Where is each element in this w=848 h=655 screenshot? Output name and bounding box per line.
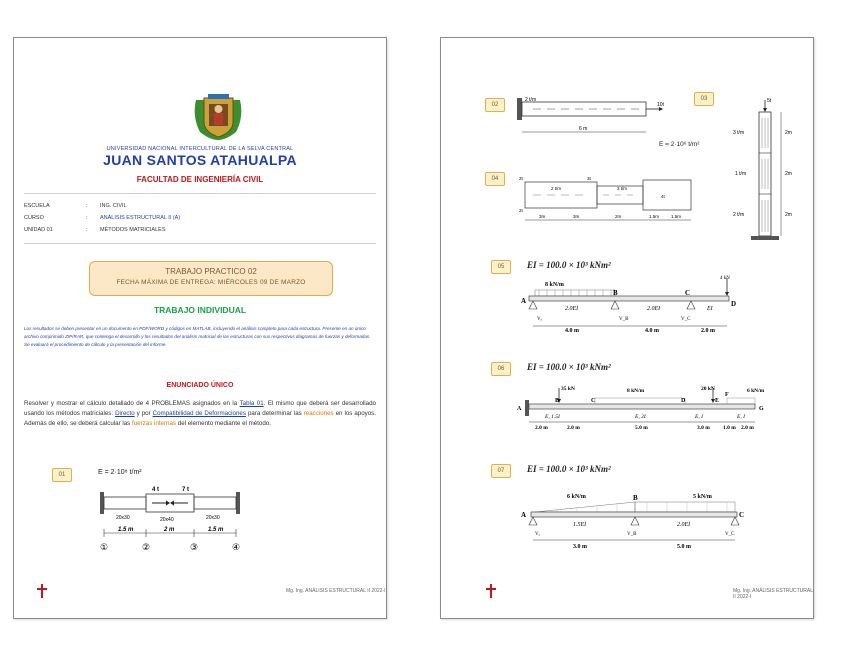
problem-03-height-3: 2m	[785, 212, 792, 218]
problem-02-load: 2 t/m	[525, 97, 537, 103]
statement-text: en los apoyos. Además de ello, se deberá calcular las	[24, 410, 376, 427]
problem-05-node-a: A	[521, 297, 527, 305]
divider	[24, 193, 376, 194]
reactions-highlight: reacciones	[303, 410, 334, 417]
problem-06-load-1: 35 kN	[561, 386, 575, 392]
bar-segment-1	[104, 497, 146, 509]
statement-body	[24, 399, 376, 429]
section-label-3: 20x30	[206, 515, 220, 521]
node-label-1: ①	[100, 543, 109, 553]
page2-modulus: E = 2·10⁶ t/m²	[659, 141, 700, 148]
problem-07-span-1: 3.0 m	[573, 544, 587, 550]
problem-06-span-6: 2.0 m	[741, 425, 754, 431]
problem-06-tag: 06	[491, 362, 511, 376]
practice-deadline: FECHA MÁXIMA DE ENTREGA: MIÉRCOLES 09 DE MARZO	[116, 279, 306, 286]
problem-05-reaction-b: V_B	[619, 317, 629, 322]
problem-01-tag: 01	[52, 468, 72, 482]
problem-02-span: 6 m	[579, 126, 588, 132]
problem-07-stiffness-2: 2.0EI	[677, 522, 691, 528]
problem-06-load-4: 6 kN/m	[747, 388, 765, 394]
problem-06-load-3: 20 kN	[701, 386, 715, 392]
document-page-2	[440, 37, 814, 619]
info-key-school: ESCUELA	[24, 203, 50, 209]
problem-07-tag: 07	[491, 464, 511, 478]
problem-06-span-4: 3.0 m	[697, 425, 710, 431]
span-label-2: 2 m	[164, 527, 175, 533]
problem-06-span-5: 1.0 m	[723, 425, 736, 431]
info-sep: :	[86, 227, 88, 233]
section-label-2: 20x40	[160, 517, 174, 523]
info-sep: :	[86, 215, 88, 221]
problem-01-modulus: E = 2·10⁸ t/m²	[98, 469, 142, 476]
bar-segment-3	[194, 497, 236, 509]
left-wall	[100, 492, 104, 514]
problem-06-stiffness-3: E, I	[695, 414, 703, 420]
problem-05-node-d: D	[731, 300, 737, 308]
problem-06-load-2: 8 kN/m	[627, 388, 645, 394]
problem-03-tag: 03	[694, 92, 714, 106]
statement-text: . El mismo que deberá ser desarrollado usando los métodos matriciales:	[24, 400, 376, 417]
info-sep: :	[86, 203, 88, 209]
practice-title-box	[89, 261, 333, 296]
faculty-title: FACULTAD DE INGENIERÍA CIVIL	[136, 175, 264, 184]
problem-04-load-2: 3 t/m	[617, 186, 628, 191]
problem-06-span-2: 2.0 m	[567, 425, 580, 431]
problem-05-stiffness-1: 2.0EI	[565, 306, 579, 312]
problem-06-node-g: G	[759, 406, 764, 412]
statement-text: y por	[134, 410, 153, 417]
node-label-4: ④	[232, 543, 241, 553]
problem-05-point-load: 4 kN	[720, 276, 730, 281]
footer-cross-icon	[485, 584, 497, 598]
problem-07-reaction-b: V_B	[627, 532, 637, 537]
problem-04-span-4: 1.5m	[649, 214, 660, 219]
footer-text: Mg. Ing. ANÁLISIS ESTRUCTURAL II 2022-I	[286, 588, 386, 594]
info-value-unit: MÉTODOS MATRICIALES	[100, 227, 166, 233]
problem-05-ei: EI = 100.0 × 10³ kNm²	[527, 260, 611, 270]
direct-method-link[interactable]: Directo	[115, 410, 135, 417]
problem-05-span-3: 2.0 m	[701, 328, 715, 334]
problem-04-support-1: 2t	[519, 176, 523, 181]
section-label-1: 20x30	[116, 515, 130, 521]
problem-03-height-2: 2m	[785, 171, 792, 177]
problem-03-load-1: 3 t/m	[733, 130, 745, 136]
problem-06-node-a: A	[517, 406, 522, 412]
problem-07-diagram	[517, 490, 757, 556]
problem-05-load: 8 kN/m	[545, 282, 564, 288]
problem-06-diagram	[515, 382, 785, 442]
problem-06-stiffness-1: E, 1.5I	[545, 414, 560, 420]
university-crest-logo	[190, 92, 247, 142]
problem-01-diagram	[94, 484, 254, 604]
node-label-3: ③	[190, 543, 199, 553]
problem-04-span-5: 1.5m	[671, 214, 682, 219]
statement-text: para determinar las	[245, 410, 304, 417]
right-wall	[236, 492, 240, 514]
problem-04-span-1: 3m	[539, 214, 546, 219]
problem-06-node-d: D	[681, 398, 686, 404]
problem-02-diagram	[513, 94, 673, 144]
problem-07-node-a: A	[521, 511, 527, 519]
problem-06-node-c: C	[591, 398, 596, 404]
problem-07-node-b: B	[633, 494, 638, 502]
span-label-3: 1.5 m	[208, 527, 224, 533]
problem-04-support-2: 2t	[519, 208, 523, 213]
problem-06-node-e: E	[715, 398, 720, 404]
problem-05-node-b: B	[613, 289, 618, 297]
problem-04-load-4: 4t	[661, 194, 665, 199]
problem-04-diagram	[521, 168, 701, 228]
problem-04-load-1: 2 t/m	[551, 186, 562, 191]
span-label-1: 1.5 m	[118, 527, 134, 533]
statement-text: del elemento mediante el método.	[176, 420, 271, 427]
problem-07-reaction-c: V_C	[725, 532, 735, 537]
problem-06-node-f: F	[725, 392, 729, 398]
problem-05-stiffness-2: 2.0EI	[647, 306, 661, 312]
problem-05-span-1: 4.0 m	[565, 328, 579, 334]
problem-04-load-3: 3t	[587, 176, 591, 181]
work-type-heading: TRABAJO INDIVIDUAL	[153, 305, 247, 315]
problem-05-stiffness-3: EI	[707, 306, 713, 312]
problem-06-stiffness-2: E, 2I	[635, 414, 646, 420]
problem-07-reaction-a: Vₐ	[535, 532, 540, 537]
info-key-unit: UNIDAD 01	[24, 227, 53, 233]
footer-text: Mg. Ing. ANÁLISIS ESTRUCTURAL II 2022-I	[733, 588, 813, 600]
document-page-1	[13, 37, 387, 619]
statement-text: Resolver y mostrar el cálculo detallado de 4 PROBLEMAS asignados en la	[24, 400, 240, 407]
practice-title: TRABAJO PRACTICO 02	[165, 267, 257, 276]
problem-06-span-1: 2.0 m	[535, 425, 548, 431]
problem-07-node-c: C	[739, 511, 745, 519]
info-value-course: ANÁLISIS ESTRUCTURAL II (A)	[100, 215, 181, 221]
problem-05-reaction-c: V_C	[681, 317, 691, 322]
statement-heading: ENUNCIADO ÚNICO	[166, 382, 234, 389]
problem-03-load-3: 2 t/m	[733, 212, 745, 218]
problem-04-tag: 04	[485, 172, 505, 186]
problem-06-stiffness-4: E, I	[737, 414, 745, 420]
problem-05-reaction-a: Vₐ	[537, 317, 542, 322]
problem-05-span-2: 4.0 m	[645, 328, 659, 334]
problem-04-span-2: 3m	[573, 214, 580, 219]
problem-07-load-2: 5 kN/m	[693, 494, 712, 500]
problem-05-node-c: C	[685, 289, 691, 297]
node-label-2: ②	[142, 543, 151, 553]
footer-cross-icon	[36, 584, 48, 598]
problem-02-tag: 02	[485, 98, 505, 112]
problem-03-top-load: 5t	[767, 98, 772, 104]
internal-forces-highlight: fuerzas internas	[132, 420, 177, 427]
load-right-label: 7 t	[182, 487, 190, 493]
university-name: JUAN SANTOS ATAHUALPA	[103, 152, 297, 168]
course-info	[14, 203, 386, 243]
divider	[24, 243, 376, 244]
problem-03-height-1: 2m	[785, 130, 792, 136]
problem-03-load-2: 1 t/m	[735, 171, 747, 177]
problem-07-stiffness-1: 1.5EI	[573, 522, 587, 528]
problem-02-end-load: 10t	[657, 102, 664, 108]
problem-05-diagram	[517, 276, 747, 338]
problem-05-tag: 05	[491, 260, 511, 274]
problem-03-diagram	[733, 94, 807, 244]
problem-04-span-3: 2m	[615, 214, 622, 219]
problem-07-span-2: 5.0 m	[677, 544, 691, 550]
problem-06-span-3: 5.0 m	[635, 425, 648, 431]
problem-06-ei: EI = 100.0 × 10³ kNm²	[527, 362, 611, 372]
compatibility-method-link[interactable]: Compatibilidad de Deformaciones	[152, 410, 246, 417]
instructions-text: Los resultados se deben presentar en un documento en PDF/WORD y códigos en MATLAB, incluyendo el análisis completo para cada estructura. Presente en un único archivo comprimido ZIP/RAR, que contenga el desarrollo y los resultados del análisis matricial de las estructuras con sus respectivos diagramas de fuerzas y deformadas. Se evaluará el procedimiento de cálculo y la presentación del informe.	[24, 326, 371, 347]
info-value-school: ING. CIVIL	[100, 203, 127, 209]
table-01-link[interactable]: Tabla 01	[239, 400, 264, 407]
info-key-course: CURSO	[24, 215, 44, 221]
problem-07-ei: EI = 100.0 × 10³ kNm²	[527, 464, 611, 474]
problem-06-node-b: B	[555, 398, 560, 404]
problem-07-load-1: 6 kN/m	[567, 494, 586, 500]
university-subtitle: UNIVERSIDAD NACIONAL INTERCULTURAL DE LA SELVA CENTRAL	[106, 146, 294, 152]
load-left-label: 4 t	[152, 487, 160, 493]
